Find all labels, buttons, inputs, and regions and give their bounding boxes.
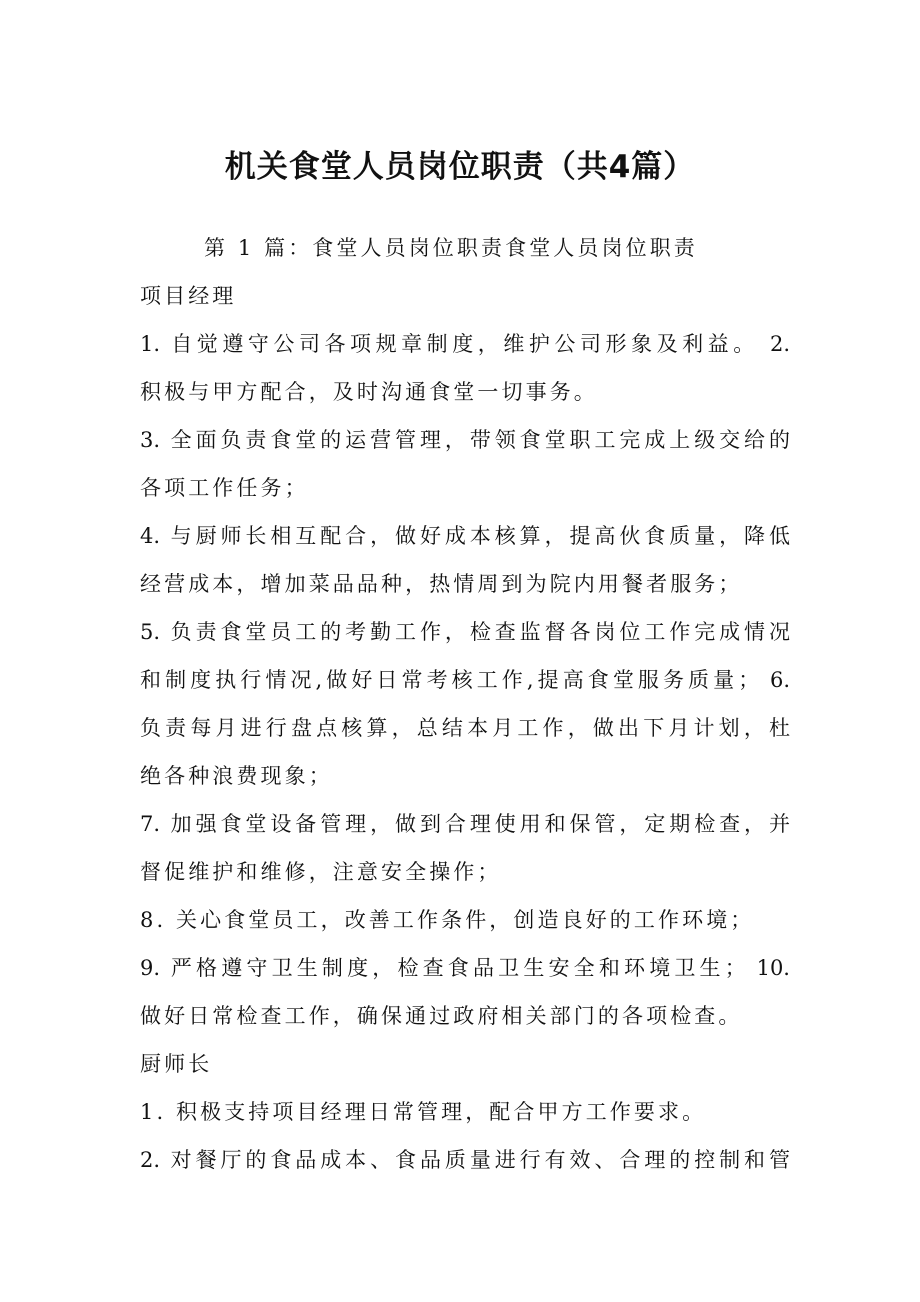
- paragraph-line: 积极与甲方配合，及时沟通食堂一切事务。: [140, 380, 598, 404]
- document-title: 机关食堂人员岗位职责（共4篇）: [224, 149, 696, 185]
- paragraph-line: 绝各种浪费现象；: [140, 764, 333, 788]
- section-heading: 第 1 篇：食堂人员岗位职责食堂人员岗位职责: [204, 236, 698, 260]
- paragraph-line: 1. 自觉遵守公司各项规章制度，维护公司形象及利益。 2.: [140, 332, 790, 356]
- paragraph-line: 负责每月进行盘点核算，总结本月工作，做出下月计划，杜: [140, 716, 790, 740]
- document-body: [140, 224, 790, 1184]
- role-heading-head-chef: 厨师长: [140, 1052, 213, 1076]
- paragraph-line: 各项工作任务；: [140, 476, 309, 500]
- role-heading-project-manager: 项目经理: [140, 284, 237, 308]
- paragraph-line: 3. 全面负责食堂的运营管理，带领食堂职工完成上级交给的: [140, 428, 790, 452]
- paragraph-line: 5. 负责食堂员工的考勤工作，检查监督各岗位工作完成情况: [140, 620, 790, 644]
- paragraph-line: 8. 关心食堂员工，改善工作条件，创造良好的工作环境；: [140, 908, 755, 932]
- paragraph-line: 7. 加强食堂设备管理，做到合理使用和保管，定期检查，并: [140, 812, 790, 836]
- paragraph-line: 2. 对餐厅的食品成本、食品质量进行有效、合理的控制和管: [140, 1148, 790, 1172]
- paragraph-line: 9. 严格遵守卫生制度，检查食品卫生安全和环境卫生； 10.: [140, 956, 790, 980]
- paragraph-line: 经营成本，增加菜品品种，热情周到为院内用餐者服务；: [140, 572, 743, 596]
- paragraph-line: 1. 积极支持项目经理日常管理，配合甲方工作要求。: [140, 1100, 707, 1124]
- paragraph-line: 和制度执行情况,做好日常考核工作,提高食堂服务质量； 6.: [140, 668, 790, 692]
- paragraph-line: 4. 与厨师长相互配合，做好成本核算，提高伙食质量，降低: [140, 524, 790, 548]
- paragraph-line: 做好日常检查工作，确保通过政府相关部门的各项检查。: [140, 1004, 743, 1028]
- paragraph-line: 督促维护和维修，注意安全操作；: [140, 860, 502, 884]
